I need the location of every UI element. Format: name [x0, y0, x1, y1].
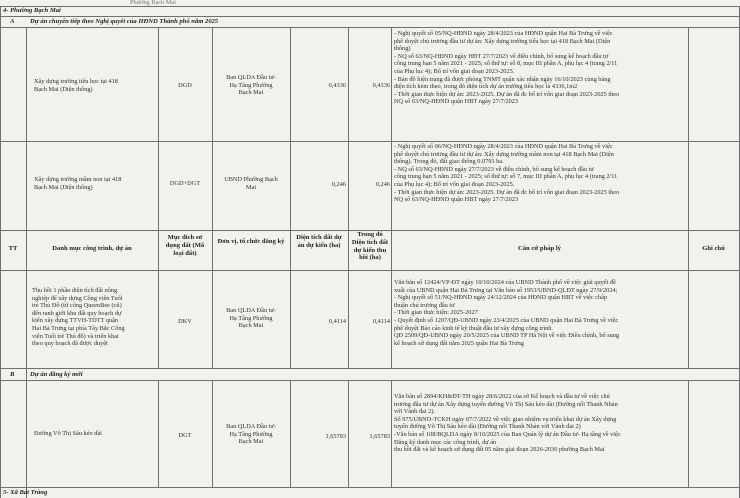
legal-line: - Nghị quyết số 06/NQ-HĐND ngày 28/4/2023 của HĐND quận Hai Bà Trưng về việc	[394, 143, 613, 150]
row1-legal	[394, 30, 688, 106]
row1-name-line: Xây dựng trường tiểu học tại 418	[34, 78, 118, 85]
row3-name	[32, 287, 156, 348]
row3-name-line: trẻ Thủ Đô (từ cổng QueenBee (cũ)	[32, 302, 122, 310]
row4-name-line: Đường Võ Thị Sáu kéo dài	[34, 430, 102, 437]
row2-name-line: Xây dựng trường mầm non tại 418	[34, 176, 122, 183]
row4-unit-line: Hạ Tầng Phường	[229, 430, 273, 438]
vrule-legal-a	[688, 27, 689, 368]
legal-line: QĐ 2509/QĐ-UBND ngày 20/5/2025 của UBND TP Hà Nội về việc Điều chỉnh, bổ sung	[394, 332, 620, 340]
row1-unit-line: Bạch Mai	[238, 89, 264, 97]
legal-line: tuyến đường Võ Thị Sáu kéo dài (Đường nối Thanh Nhàn với Vành đai 2)	[394, 423, 581, 431]
legal-line: - Thời gian thực hiện dự án: 2023-2025. Dự án đã đc bố trí vốn giai đoạn 2023-2025 theo	[394, 188, 620, 196]
row4-legal	[394, 393, 688, 454]
row2-legal	[394, 143, 688, 204]
legal-line: NQ số 63/NQ-HĐND quận HBT ngày 27/7/2023	[394, 98, 519, 106]
row3-unit-line: Hạ Tầng Phường	[229, 314, 273, 322]
row2-unit-line: UBND Phường Bạch	[224, 176, 278, 183]
legal-line: - Thời gian thực hiện dự án: 2023-2025. Dự án đã đc bố trí vốn giai đoạn 2023-2025 theo	[394, 90, 620, 98]
row1-name-line: Bạch Mai (Diện thông)	[34, 85, 93, 93]
legal-line: công trung hạn 5 năm 2021 - 2025; số thứ tự: số 7, mục III phần A, phụ lục 4 (trang 2/11	[394, 173, 618, 181]
row1-unit-line: Hạ Tầng Phường	[229, 81, 273, 89]
header-note: Ghi chú	[702, 245, 725, 252]
vrule-tt	[26, 27, 27, 498]
vrule-unit-a	[290, 27, 291, 368]
rule-subB	[0, 380, 740, 381]
row3-purpose: DKV	[178, 318, 192, 325]
row1-recover: 0,4336	[372, 82, 390, 89]
row4-unit-line: Bạch Mai	[238, 438, 264, 446]
legal-line: - Thời gian thực hiện: 2025-2027	[394, 309, 478, 317]
row3-name-line: theo quy hoạch đã được duyệt	[32, 340, 108, 348]
row3-name-line: Hai Bà Trưng tại phía Tây Bắc Công	[32, 324, 125, 332]
rule-row1	[0, 141, 740, 142]
row3-legal	[394, 279, 688, 347]
legal-line: Văn bản số 2894/KH&ĐT-TH ngày 28/6/2022 của sở Kế hoạch và đầu tư về việc chủ	[394, 393, 610, 400]
row1-area: 0,4336	[328, 82, 346, 89]
header-recover: Trong đó Diện tích đất dự kiến thu hồi (ha)	[351, 231, 389, 262]
row2-recover: 0,246	[375, 181, 390, 188]
row4-area: 1,65783	[325, 433, 346, 440]
vrule-name-a	[158, 27, 159, 368]
vrule-legal-b	[688, 380, 689, 487]
legal-line: - NQ số 63/NQ-HĐND ngày 27/7/2023 về điều chỉnh, bổ sung kế hoạch đầu tư	[394, 165, 594, 173]
legal-line: - Nghị quyết số 51/NQ-HĐND ngày 24/12/2024 của HĐND quận HBT về việc chấp	[394, 294, 608, 302]
header-purpose: Mục đích sử dụng đất (Mã loại đất)	[165, 234, 205, 257]
row3-unit-line: Bạch Mai	[238, 322, 264, 330]
top-cut-text: Phường Bạch Mai	[130, 0, 176, 6]
rule-subA	[0, 27, 740, 28]
legal-line: - Nghị quyết số 05/NQ-HĐND ngày 28/4/2023 của HĐND quận Hai Bà Trưng về việc	[394, 30, 613, 37]
vrule-recover-a	[391, 27, 392, 368]
row1-unit	[212, 74, 290, 97]
legal-line: công trung hạn 5 năm 2021 - 2025; số thứ tự: số 8, mục III phần A, phụ lục 4 (trang 2/11	[394, 60, 618, 68]
row4-purpose: DGT	[178, 432, 192, 439]
header-area: Diện tích đất dự án dự kiến (ha)	[296, 234, 342, 249]
subsection-b-letter: B	[10, 371, 15, 378]
row3-unit-line: Ban QLDA Đầu tư-	[226, 307, 276, 314]
legal-line: -Văn bản số 108/BQLDA ngày 8/10/2025 của Ban Quản lý dự án Đầu tư- Hạ tầng về việc	[394, 430, 621, 438]
legal-line: Đăng ký danh mục các công trình, dự án	[394, 438, 497, 446]
section-5-heading: 5- Xã Bát Tràng	[3, 489, 48, 496]
legal-line: Số 975/UBND-TCKH ngày 07/7/2022 về việc giao nhiệm vụ triển khai dự án Xây dựng	[394, 415, 617, 423]
rule-header	[0, 270, 740, 271]
subsection-b-title: Dự án đăng ký mới	[30, 371, 83, 378]
rule-row3	[0, 368, 740, 369]
legal-line: - Bản đồ hiện trạng đã được phòng TNMT quận xác nhận ngày 16/10/2023 cùng bảng	[394, 75, 611, 83]
row3-name-line: viên Tuổi trẻ Thủ đô) và triển khai	[32, 332, 119, 340]
header-unit: Đơn vị, tổ chức đăng ký	[217, 238, 285, 245]
row3-name-line: kiến xây dựng TTVH-TDTT quận	[32, 317, 119, 325]
legal-line: diện tích kèm theo, trong đó diện tích dự án trường tiểu học là 4336,1m2	[394, 83, 578, 91]
row2-name	[34, 176, 156, 191]
legal-line: trương đầu tư dự án Xây dựng tuyến đường Võ Thị Sáu kéo dài (Đường nối Thanh Nhàn	[394, 400, 618, 408]
rule-row4	[0, 487, 740, 488]
row2-unit-line: Mai	[245, 183, 257, 191]
row3-name-line: Thu hồi 1 phần diện tích đất nông	[32, 287, 118, 294]
vrule-unit-b	[290, 380, 291, 487]
row3-name-line: đến ranh giới khu đất quy hoạch dự	[32, 309, 122, 317]
row2-area: 0,246	[331, 181, 346, 188]
row4-unit-line: Ban QLDA Đầu tư-	[226, 423, 276, 430]
row4-recover: 1,65783	[369, 433, 390, 440]
legal-line: thông). Trong đó, đất giao thông 0.0793 ha.	[394, 158, 504, 166]
row3-name-line: nghiệp để xây dựng Công viên Tuổi	[32, 294, 123, 302]
legal-line: kế hoạch sử dụng đất năm 2025 quận Hai Bà Trưng	[394, 339, 524, 347]
row2-name-line: Bạch Mai (Diện thông)	[34, 183, 93, 191]
row1-name	[34, 78, 156, 93]
legal-line: thông)	[394, 45, 411, 53]
row3-recover: 0,4114	[372, 318, 390, 325]
header-tt: TT	[8, 245, 18, 252]
rule-section4	[0, 16, 740, 17]
row2-unit	[212, 176, 290, 191]
subsection-a-title: Dự án chuyển tiếp theo Nghị quyết của HĐND Thành phố năm 2025	[30, 18, 219, 25]
legal-line: thuận chủ trương đầu tư	[394, 301, 455, 309]
legal-line: với Vành đai 2).	[394, 408, 435, 416]
row4-name	[34, 430, 156, 438]
legal-line: xuất của UBND quận Hai Bà Trưng tại Văn bản số 1953/UBND-QLĐT ngày 27/9/2024;	[394, 286, 618, 294]
legal-line: của Phụ lục 4); Bố trí vốn giai đoạn 2023-2025.	[394, 180, 515, 188]
row3-unit	[212, 307, 290, 330]
vrule-area-a	[348, 27, 349, 368]
row1-unit-line: Ban QLDA Đầu tư-	[226, 74, 276, 81]
rule-top	[0, 6, 740, 7]
legal-line: Văn bản số 12424/VP-ĐT ngày 10/10/2024 của UBND Thành phố về việc giải quyết đề	[394, 279, 616, 286]
row3-area: 0,4114	[328, 318, 346, 325]
legal-line: của Phụ lục 4); Bố trí vốn giai đoạn 2023-2025.	[394, 67, 515, 75]
row2-purpose: DGD+DGT	[169, 180, 201, 187]
section-4-heading: 4- Phường Bạch Mai	[3, 7, 61, 14]
legal-line: phê duyệt chủ trương đầu tư dự án: Xây dựng trường tiểu học tại 418 Bạch Mai (Diện	[394, 37, 611, 45]
vrule-recover-b	[391, 380, 392, 487]
legal-line: - Quyết định số 1207/QĐ-UBND ngày 23/4/2025 của UBND quận Hai Bà Trưng về việc	[394, 316, 619, 324]
header-name: Danh mục công trình, dự án	[52, 245, 132, 252]
subsection-a-letter: A	[10, 18, 15, 25]
legal-line: NQ số 63/NQ-HĐND quận HBT ngày 27/7/2023	[394, 196, 519, 204]
legal-line: phê duyệt Báo cáo kinh tế kỹ thuật đầu tư xây dựng công trình.	[394, 324, 553, 332]
row4-unit	[212, 423, 290, 446]
header-legal: Căn cứ pháp lý	[518, 245, 561, 252]
legal-line: phê duyệt chủ trương đầu tư dự án: Xây dựng trường mầm non tại 418 Bạch Mai (Diện	[394, 150, 614, 158]
legal-line: - NQ số 63/NQ-HĐND ngày HĐT 27/7/2023 về điều chỉnh, bổ sung kế hoạch đầu tư	[394, 52, 609, 60]
row1-purpose: DGD	[178, 82, 192, 89]
legal-line: thu hồi đất và kế hoạch sử dụng đất 05 năm giai đoạn 2026-2030 phường Bạch Mai	[394, 446, 605, 454]
